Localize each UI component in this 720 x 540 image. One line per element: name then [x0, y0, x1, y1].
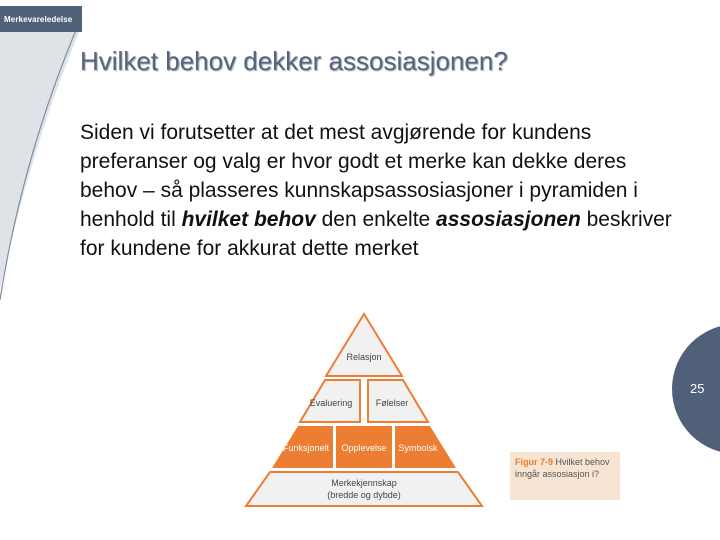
- body-text-part-1: Siden vi forutsetter at det mest avgjørende for kundens preferanser og valg er hvor godt et merke kan dekke deres behov – så plasseres kunnskapsassosiasjoner i pyramiden i henhold til: [80, 121, 638, 231]
- pyramid-label-funksjonelt: Funksjonelt: [282, 443, 330, 453]
- figure-number: Figur 7-9: [515, 457, 554, 467]
- body-text-part-2: den enkelte: [315, 208, 437, 231]
- pyramid-label-bredde-dybde: (bredde og dybde): [327, 490, 401, 500]
- needs-pyramid: [244, 312, 484, 508]
- pyramid-label-symbolsk: Symbolsk: [398, 443, 438, 453]
- pyramid-label-opplevelse: Opplevelse: [341, 443, 387, 453]
- slide-body-text: [80, 118, 680, 263]
- page-number: 25: [690, 381, 705, 396]
- figure-caption-text: Hvilket behov inngår assosiasjon i?: [515, 457, 610, 479]
- body-emphasis-1: hvilket behov: [181, 208, 316, 231]
- pyramid-label-merkekjennskap: Merkekjennskap: [331, 478, 397, 488]
- body-text-part-3: beskriver for kundene for akkurat dette merket: [80, 208, 672, 260]
- pyramid-top-segment: [326, 314, 402, 376]
- slide-title: Hvilket behov dekker assosiasjonen?: [80, 46, 508, 76]
- figure-caption: [510, 452, 620, 500]
- body-emphasis-2: assosiasjonen: [436, 208, 581, 231]
- pyramid-label-evaluering: Evaluering: [309, 398, 353, 408]
- left-decorative-curve: [0, 0, 80, 540]
- brand-logo: Merkevareledelse: [0, 6, 82, 32]
- pyramid-label-folelser: Følelser: [375, 398, 409, 408]
- pyramid-label-relasjon: Relasjon: [346, 352, 382, 362]
